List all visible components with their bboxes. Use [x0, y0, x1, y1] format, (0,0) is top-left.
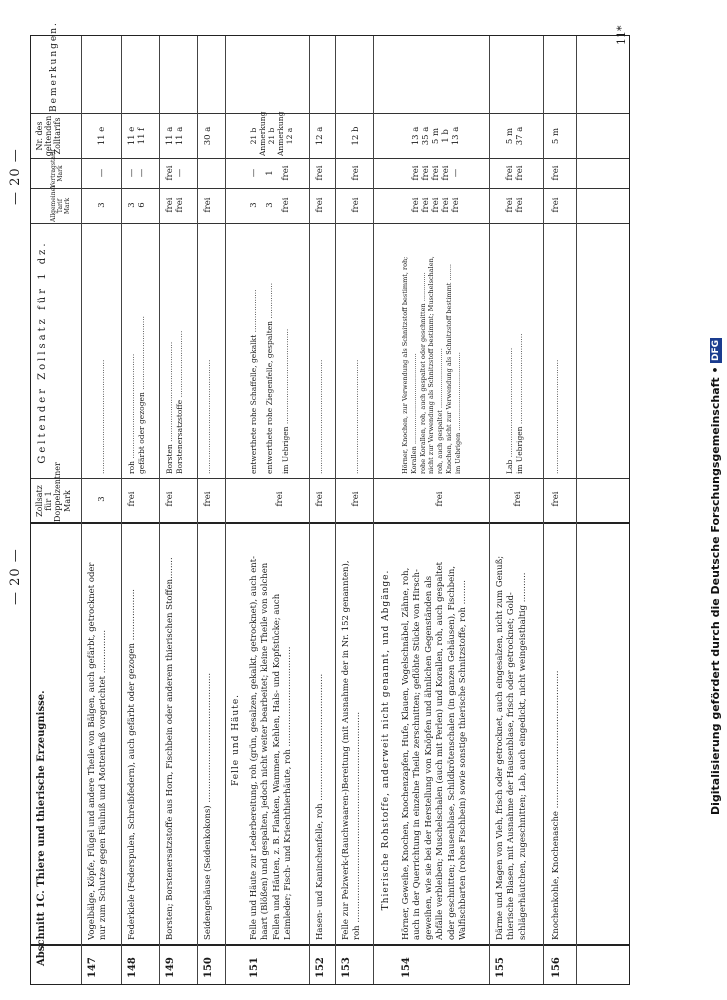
row-number: 150: [203, 957, 214, 978]
row-sub-items: roh ............................................ gefärbt oder gezogen ...............................: [127, 315, 147, 474]
conventional-rate: frei: [315, 165, 325, 181]
row-duty: frei: [551, 491, 561, 507]
general-rate: frei frei: [505, 197, 525, 213]
subheading-furs: Felle und Häute.: [231, 693, 241, 787]
sheet-signature: 11*: [615, 25, 628, 45]
row-number: 151: [249, 957, 260, 978]
row-description: Borsten; Borstenersatzstoffe aus Horn, Fischbein oder anderem thierischen Stoffen........: [165, 557, 175, 940]
row-duty: frei: [513, 491, 523, 507]
row-description: Knochenkohle, Knochenasche ...................................................: [551, 670, 561, 940]
conventional-rate: —: [97, 168, 107, 178]
row-number: 147: [87, 957, 98, 978]
row-sub-items: Borsten .......................................... Borstenersatzstoffe ............................: [165, 330, 185, 474]
row-sub-items: ................................................: [203, 359, 212, 474]
general-rate: 3 3 frei: [249, 197, 291, 213]
row-number: 149: [165, 957, 176, 978]
conventional-rate: frei: [351, 165, 361, 181]
row-description: Därme und Magen von Vieh, frisch oder getrocknet, auch eingesalzen, nicht zum Genuß; thierische Blasen, mit Ausnahme der Hausenblase, frisch oder getrocknet; Gold- schlägerhäutchen, zugeschnitten; Lab, auch eingedickt, nicht weingeisthaltig ...........: [495, 555, 528, 940]
row-rule: [225, 36, 226, 984]
row-sub-items: ................................................: [97, 359, 106, 474]
conventional-rate: frei: [551, 165, 561, 181]
remarks-header: Bemerkungen.: [49, 21, 59, 112]
row-number: 156: [551, 957, 562, 978]
row-sub-items: ................................................: [315, 359, 324, 474]
row-duty: frei: [127, 491, 137, 507]
section-title: Abschnitt 1C. Thiere und thierische Erzeugnisse.: [36, 690, 47, 966]
row-rule: [373, 36, 374, 984]
credit-text: Digitalisierung gefördert durch die Deutsche Forschungsgemeinschaft •: [709, 366, 722, 815]
row-description: Hörner, Geweihe, Knochen, Knochenzapfen, Hufe, Klauen, Vogelschnäbel, Zähne, roh, auch in der Querrichtung in einzelne Theile zerschnitten; geflöhte Stücke von Hirsch- geweihen, wie sie bei der Herstellung von Knöpfen und ähnlichen Gegenständen als Abfälle verbleiben; Muschelschalen (auch mit Perlen) und Korallen, roh, auch gespaltet oder geschnitten; Hausenblase, Schildkrötenschalen (in ganzen Gehäusen), Fischbein, Walfischbarten (rohes Fischbein) sowie sonstige thierische Schnitzstoffe, roh .........: [401, 561, 469, 940]
row-duty: frei: [203, 491, 213, 507]
tariff-ref: 21 b Anmerkung 21 b Anmerkung 12 a: [249, 111, 294, 156]
row-rule: [576, 36, 577, 984]
dfg-logo: DFG: [711, 339, 721, 361]
subs-column-header: Geltender Zollsatz für 1 dz.: [37, 240, 48, 464]
conventional-rate: frei —: [165, 165, 185, 181]
general-rate: frei: [351, 197, 361, 213]
row-number: 152: [315, 957, 326, 978]
row-rule: [159, 36, 160, 984]
row-rule: [335, 36, 336, 984]
row-duty: 3: [97, 496, 107, 502]
row-rule: [543, 36, 544, 984]
row-description: Seidengehäuse (Seidenkokons) ................................................: [203, 672, 213, 940]
tariff-ref: 13 a 35 a 5 m 1 b 13 a: [411, 126, 461, 146]
tariff-ref: 5 m 37 a: [505, 126, 525, 146]
tariff-ref: 11 e: [97, 126, 107, 146]
row-sub-items: entwerthete rohe Schaffelle, gekalkt .................. entwerthete rohe Ziegenfelle, gespalten ............... im Uebrigen ........................................: [249, 282, 291, 474]
tariff-ref: 5 m: [551, 127, 561, 145]
row-duty: frei: [435, 491, 445, 507]
row-sub-items: Lab .............................................. im Uebrigen ......................................: [505, 333, 525, 474]
ref-number-header: Nr. des geltenden Zolltarifs: [35, 115, 63, 157]
tariff-table: [30, 21, 630, 985]
header-rule: [81, 36, 82, 984]
page-number-right: — 20 —: [8, 148, 23, 205]
duty-column-header: Zollsatz für 1 Doppelzentner Mark: [35, 462, 72, 522]
conventional-tariff-header: Vertragstarif Mark: [50, 149, 64, 188]
row-duty: frei: [275, 491, 285, 507]
general-rate: frei frei: [165, 197, 185, 213]
general-tariff-header: Allgemeiner Tarif Mark: [50, 184, 71, 222]
general-rate: frei frei frei frei frei: [411, 197, 461, 213]
subheading-other: Thierische Rohstoffe, anderweit nicht genannt, und Abgänge.: [381, 569, 391, 911]
tariff-ref: 11 a 11 a: [165, 126, 185, 146]
row-rule: [121, 36, 122, 984]
conventional-rate: frei frei: [505, 165, 525, 181]
tariff-ref: 30 a: [203, 126, 213, 146]
row-description: Vogelbälge, Köpfe, Flügel und andere Theile von Bälgen, auch gefärbt, getrocknet oder nur zum Schutze gegen Fäulniß und Mottenfraß vorgerichtet ................: [87, 562, 109, 940]
row-rule: [489, 36, 490, 984]
row-number: 154: [401, 957, 412, 978]
general-rate: frei: [203, 197, 213, 213]
row-sub-items: Hörner, Knochen, zur Verwendung als Schnitzstoff bestimmt, roh; Korallen ............................................ rohe Korallen, roh, auch gespaltet oder geschnitten .............. nicht zur Verwendung als Schnitzstoff bestimmt; Muschelschalen, roh, auch gespaltet ............................. Knochen, nicht zur Verwendung als Schnitzstoff bestimmt ........ im Uebrigen ......................................: [401, 256, 462, 474]
general-rate: frei: [551, 197, 561, 213]
conventional-rate: — 1 frei: [249, 165, 291, 181]
general-rate: frei: [315, 197, 325, 213]
row-number: 153: [341, 957, 352, 978]
row-number: 155: [495, 957, 506, 978]
digitization-credit: [709, 15, 725, 815]
row-duty: frei: [351, 491, 361, 507]
general-rate: 3: [97, 202, 107, 208]
conventional-rate: frei frei frei frei —: [411, 165, 461, 181]
row-sub-items: ................................................: [351, 359, 360, 474]
tariff-ref: 12 a: [315, 126, 325, 146]
row-rule: [197, 36, 198, 984]
row-description: Felle zur Pelzwerk-(Rauchwaaren-)Bereitung (mit Ausnahme der in Nr. 152 genannten), roh ..............................................................................: [341, 560, 363, 940]
row-duty: frei: [315, 491, 325, 507]
row-duty: frei: [165, 491, 175, 507]
conventional-rate: — —: [127, 168, 147, 178]
row-description: Hasen- und Kaninchenfelle, roh ...............................................: [315, 673, 325, 940]
page-number-left: — 20 —: [8, 548, 23, 605]
row-description: Felle und Häute zur Lederbereitung, roh (grün, gesalzen, gekalkt, getrocknet), auch ent- haart (Blößen) und gespalten, jedoch nicht weiter bearbeitet; kleine Theile von solchen Fellen und Häuten, z. B. Flanken, Wammen, Kehlen, Hals- und Kopfstücke; auch Leimleder; Fisch- und Kriechthierhäute, roh .....................................: [249, 555, 294, 940]
row-description: Federkiele (Federspulen, Schreibfedern), auch gefärbt oder gezogen ...................: [127, 589, 137, 940]
general-rate: 3 6: [127, 202, 147, 208]
row-rule: [309, 36, 310, 984]
row-sub-items: ................................................: [551, 359, 560, 474]
row-number: 148: [127, 957, 138, 978]
tariff-ref: 11 e 11 f: [127, 126, 147, 146]
tariff-ref: 12 b: [351, 126, 361, 146]
